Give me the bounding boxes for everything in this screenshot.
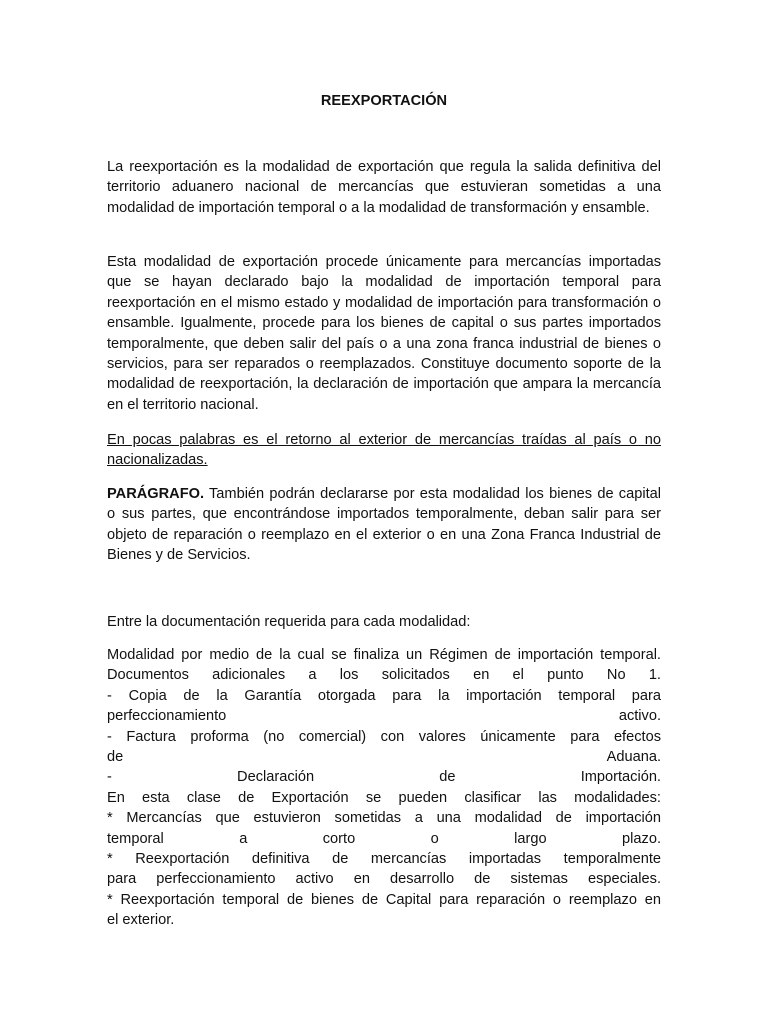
document-title: REEXPORTACIÓN — [320, 93, 448, 109]
list-line: Documentos adicionales a los solicitados en el punto No 1. — [107, 667, 661, 684]
list-line: para perfeccionamiento activo en desarrollo de sistemas especiales. — [107, 871, 661, 888]
paragrafo-label: PARÁGRAFO. — [107, 486, 205, 502]
list-line: * Reexportación definitiva de mercancías importadas temporalmente — [107, 851, 661, 868]
list-line: - Copia de la Garantía otorgada para la importación temporal para — [107, 687, 661, 704]
list-line: Modalidad por medio de la cual se finaliza un Régimen de importación temporal. — [107, 647, 661, 663]
paragraph-summary: En pocas palabras es el retorno al exterior de mercancías traídas al país o no nacionalizadas. — [107, 432, 661, 469]
list-line: de Aduana. — [107, 749, 661, 766]
list-line: * Reexportación temporal de bienes de Capital para reparación o reemplazo en — [107, 891, 661, 908]
paragraph-paragrafo — [107, 484, 661, 566]
list-line: - Declaración de Importación. — [107, 769, 661, 786]
paragraph-procedure: Esta modalidad de exportación procede únicamente para mercancías importadas que se hayan declarado bajo la modalidad de importación temporal para reexportación en el mismo estado y modalidad de importación para transformación o ensamble. Igualmente, procede para los bienes de capital o sus partes importados temporalmente, que deben salir del país o a una zona franca industrial de bienes o servicios, para ser reparados o reemplazados. Constituye documento soporte de la modalidad de reexportación, la declaración de importación que ampara la mercancía en el territorio nacional. — [107, 254, 661, 413]
documentation-list — [107, 645, 661, 931]
list-line: - Factura proforma (no comercial) con valores únicamente para efectos — [107, 728, 661, 745]
paragraph-documentation-intro: Entre la documentación requerida para cada modalidad: — [107, 614, 471, 630]
paragrafo-text: También podrán declararse por esta modalidad los bienes de capital o sus partes, que encontrándose importados temporalmente, deban salir para ser objeto de reparación o reemplazo en el exterior o en una Zona Franca Industrial de Bienes y de Servicios. — [107, 486, 661, 564]
list-line: el exterior. — [107, 912, 175, 929]
list-line: temporal a corto o largo plazo. — [107, 830, 661, 847]
list-line: * Mercancías que estuvieron sometidas a una modalidad de importación — [107, 810, 661, 827]
list-line: perfeccionamiento activo. — [107, 708, 661, 725]
list-line: En esta clase de Exportación se pueden clasificar las modalidades: — [107, 789, 661, 806]
paragraph-definition: La reexportación es la modalidad de exportación que regula la salida definitiva del territorio aduanero nacional de mercancías que estuvieran sometidas a una modalidad de importación temporal o a la modalidad de transformación y ensamble. — [107, 159, 661, 216]
